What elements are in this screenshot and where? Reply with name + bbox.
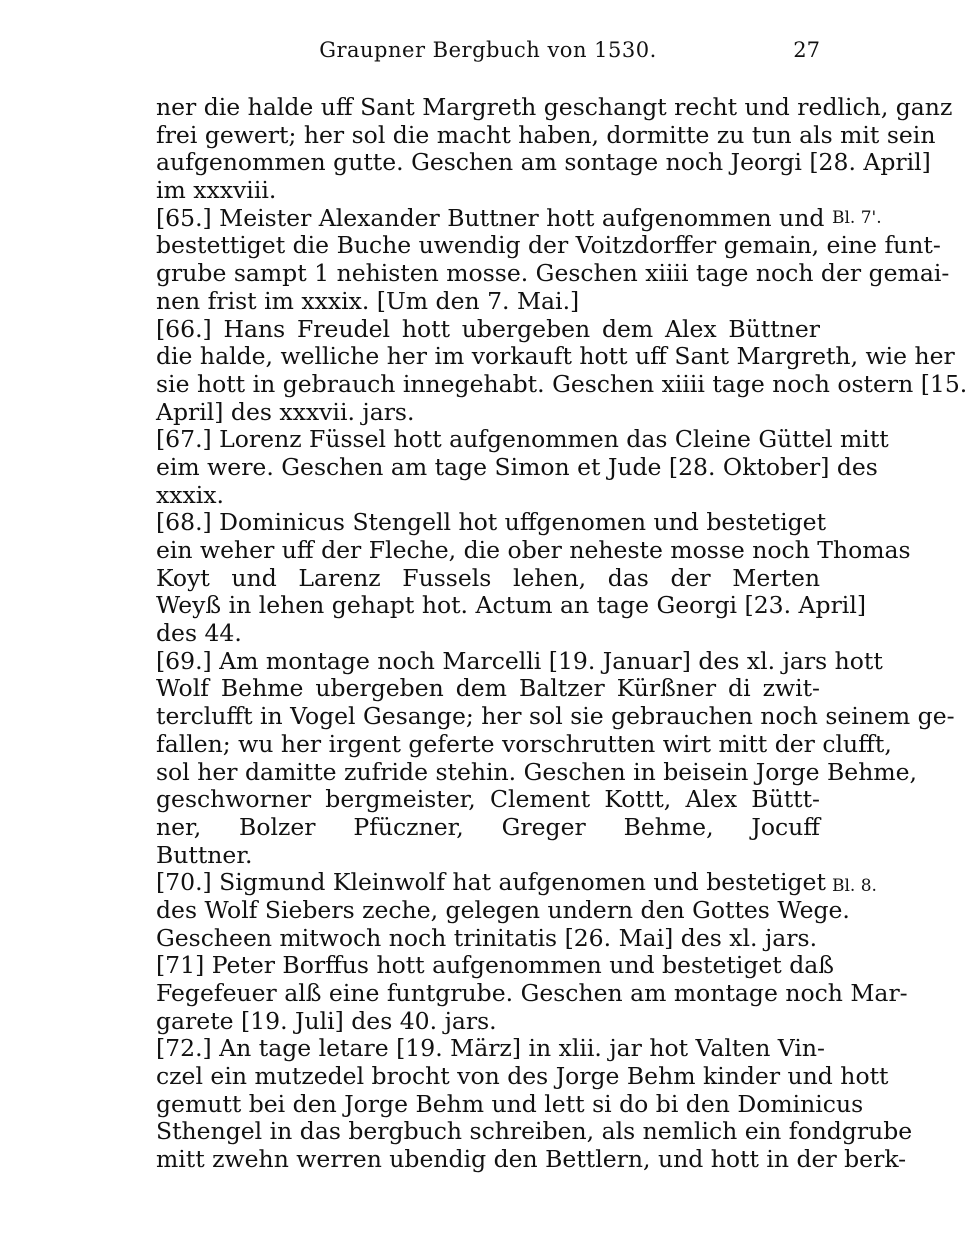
text-line: aufgenommen gutte. Geschen am sontage noch Jeorgi [28. April]	[156, 148, 931, 177]
text-line: fallen; wu her irgent geferte vorschrutten wirt mitt der clufft,	[156, 729, 892, 758]
text-line: ein weher uff der Fleche, die ober neheste mosse noch Thomas	[156, 536, 911, 564]
text-line: grube sampt 1 nehisten mosse. Geschen xiiii tage noch der gemai-	[156, 259, 950, 288]
text-line: des 44.	[156, 619, 242, 648]
text-line: terclufft in Vogel Gesange; her sol sie gebrauchen noch seinem ge-	[156, 702, 955, 731]
text-line: mitt zwehn werren ubendig den Bettlern, und hott in der berk-	[156, 1145, 907, 1174]
text-line: [69.] Am montage noch Marcelli [19. Januar] des xl. jars hott	[156, 646, 883, 675]
text-line: im xxxviii.	[156, 176, 277, 205]
text-line: gemutt bei den Jorge Behm und lett si do bi den Dominicus	[156, 1089, 864, 1118]
text-line: [66.] Hans Freudel hott ubergeben dem Alex Büttner	[156, 314, 820, 343]
text-line: garete [19. Juli] des 40. jars.	[156, 1006, 497, 1035]
text-line: bestettiget die Buche uwendig der Voitzdorffer gemain, eine funt-	[156, 231, 941, 260]
text-line: April] des xxxvii. jars.	[156, 397, 415, 426]
text-line: eim were. Geschen am tage Simon et Jude [28. Oktober] des	[156, 452, 878, 481]
text-line: sie hott in gebrauch innegehabt. Geschen xiiii tage noch ostern [15.	[156, 369, 967, 398]
page-number: 27	[793, 38, 820, 62]
page-header	[156, 38, 820, 70]
text-line: [67.] Lorenz Füssel hott aufgenommen das Cleine Güttel mitt	[156, 425, 889, 454]
text-line: [72.] An tage letare [19. März] in xlii. jar hot Valten Vin-	[156, 1034, 825, 1063]
text-line: [65.] Meister Alexander Buttner hott aufgenommen und	[156, 203, 825, 232]
text-line: die halde, welliche her im vorkauft hott uff Sant Margreth, wie her	[156, 342, 955, 371]
text-line: Weyß in lehen gehapt hot. Actum an tage Georgi [23. April]	[156, 591, 867, 620]
text-line: [68.] Dominicus Stengell hot uffgenomen und bestetiget	[156, 508, 827, 537]
marginal-note: Bl. 7'.	[832, 208, 882, 228]
text-line: frei gewert; her sol die macht haben, dormitte zu tun als mit sein	[156, 120, 936, 149]
text-line: ner die halde uff Sant Margreth geschangt recht und redlich, ganz	[156, 93, 953, 121]
text-line: Fegefeuer alß eine funtgrube. Geschen am montage noch Mar-	[156, 979, 908, 1007]
text-line: czel ein mutzedel brocht von des Jorge Behm kinder und hott	[156, 1062, 889, 1091]
running-title: Graupner Bergbuch von 1530.	[319, 38, 657, 62]
text-line: Gescheen mitwoch noch trinitatis [26. Mai] des xl. jars.	[156, 923, 818, 952]
text-line: sol her damitte zufride stehin. Geschen in beisein Jorge Behme,	[156, 757, 917, 786]
text-line: geschworner bergmeister, Clement Kottt, Alex Büttt-	[156, 785, 820, 814]
text-line: nen frist im xxxix. [Um den 7. Mai.]	[156, 286, 580, 315]
text-line: Sthengel in das bergbuch schreiben, als nemlich ein fondgrube	[156, 1117, 913, 1146]
text-line: [70.] Sigmund Kleinwolf hat aufgenomen und bestetiget	[156, 868, 826, 897]
text-line: Wolf Behme ubergeben dem Baltzer Kürßner di zwit-	[156, 674, 820, 703]
text-line: Koyt und Larenz Fussels lehen, das der Merten	[156, 563, 820, 592]
text-line: ner, Bolzer Pfüczner, Greger Behme, Jocuff	[156, 812, 820, 841]
marginal-note: Bl. 8.	[832, 876, 877, 896]
text-line: [71] Peter Borffus hott aufgenommen und bestetiget daß	[156, 951, 834, 980]
text-line: xxxix.	[156, 480, 224, 509]
text-line: des Wolf Siebers zeche, gelegen undern den Gottes Wege.	[156, 895, 850, 924]
text-line: Buttner.	[156, 840, 253, 869]
